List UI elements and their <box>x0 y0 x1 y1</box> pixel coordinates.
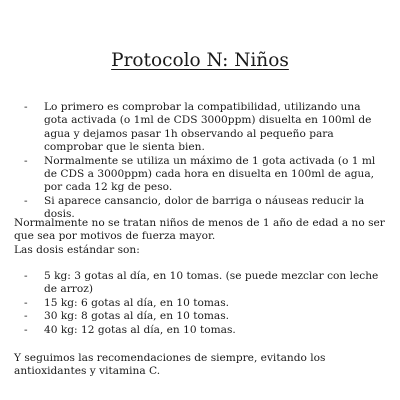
age-note-paragraph: Normalmente no se tratan niños de menos de 1 año de edad a no ser que sea por motivos de fuerza mayor. <box>14 217 385 243</box>
dose-30kg: - 30 kg: 8 gotas al día, en 10 tomas. <box>22 310 392 323</box>
page-title-text: Protocolo N: Niños <box>111 50 289 71</box>
instruction-side-effects: - Si aparece cansancio, dolor de barriga o náuseas reducir la dosis. <box>22 195 384 222</box>
instructions-list <box>22 101 384 222</box>
page-title <box>0 50 400 72</box>
dose-15kg: - 15 kg: 6 gotas al día, en 10 tomas. <box>22 297 392 310</box>
dose-5kg: - 5 kg: 3 gotas al día, en 10 tomas. (se puede mezclar con leche de arroz) <box>22 270 392 297</box>
instruction-compatibility: - Lo primero es comprobar la compatibilidad, utilizando una gota activada (o 1ml de CDS 3000ppm) disuelta en 100ml de agua y dejamos pasar 1h observando al pequeño para comprobar que le sienta bien. <box>22 101 384 155</box>
dose-40kg: - 40 kg: 12 gotas al día, en 10 tomas. <box>22 324 392 337</box>
doses-list <box>22 270 392 337</box>
doses-intro-paragraph: Las dosis estándar son: <box>14 244 140 256</box>
instruction-max-dose: - Normalmente se utiliza un máximo de 1 gota activada (o 1 ml de CDS a 3000ppm) cada hora en disuelta en 100ml de agua, por cada 12 kg de peso. <box>22 155 384 195</box>
closing-paragraph: Y seguimos las recomendaciones de siempre, evitando los antioxidantes y vitamina C. <box>14 352 326 378</box>
